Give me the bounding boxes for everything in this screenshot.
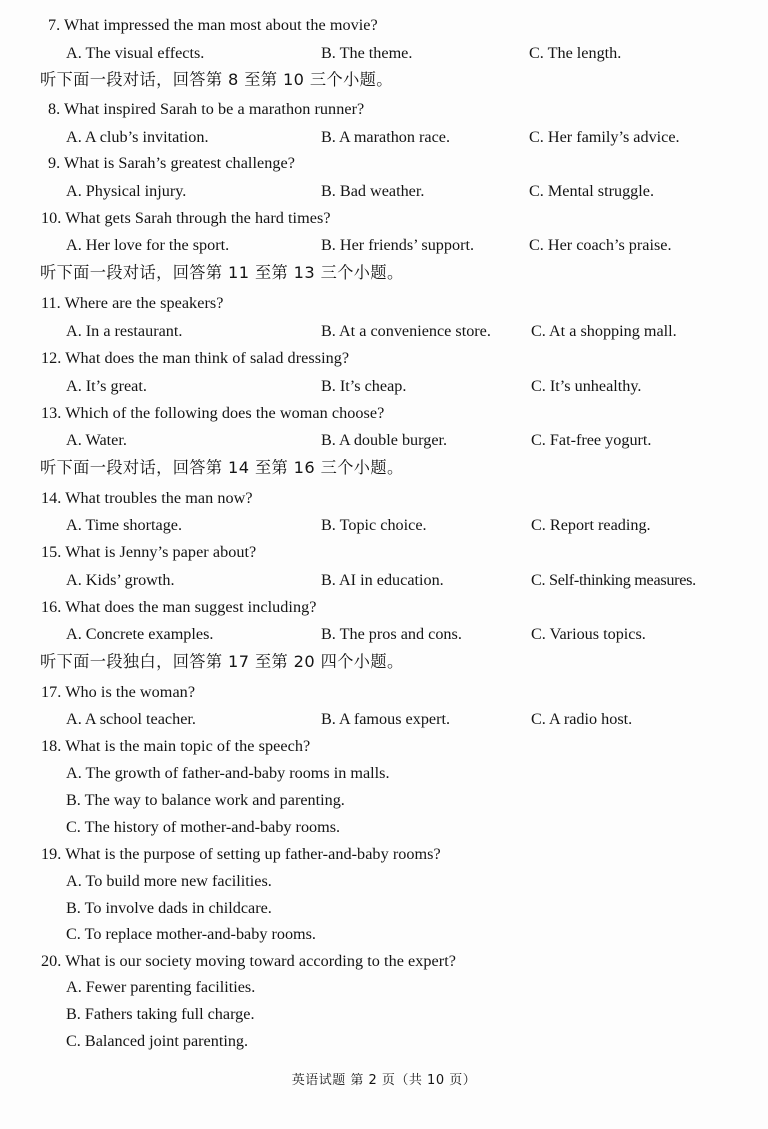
q19-option-c: C. To replace mother-and-baby rooms. <box>66 925 316 943</box>
q13-option-b: B. A double burger. <box>321 431 448 449</box>
q18-option-c: C. The history of mother-and-baby rooms. <box>66 818 341 836</box>
q16-option-b: B. The pros and cons. <box>321 625 462 643</box>
question-14: 14. What troubles the man now? <box>41 489 253 507</box>
q7-option-c: C. The length. <box>529 44 622 62</box>
question-19: 19. What is the purpose of setting up father-and-baby rooms? <box>41 845 441 863</box>
q15-option-a: A. Kids’ growth. <box>66 571 175 589</box>
question-12: 12. What does the man think of salad dressing? <box>41 349 350 367</box>
q20-option-a: A. Fewer parenting facilities. <box>66 978 256 996</box>
q19-option-a: A. To build more new facilities. <box>66 872 272 890</box>
q17-option-b: B. A famous expert. <box>321 710 451 728</box>
q16-option-a: A. Concrete examples. <box>66 625 214 643</box>
question-8: 8. What inspired Sarah to be a marathon runner? <box>48 100 365 118</box>
section-instruction-17-20: 听下面一段独白，回答第 17 至第 20 四个小题。 <box>40 652 404 671</box>
question-18: 18. What is the main topic of the speech? <box>41 737 311 755</box>
question-15: 15. What is Jenny’s paper about? <box>41 543 257 561</box>
q9-option-a: A. Physical injury. <box>66 182 187 200</box>
q15-option-c: C. Self-thinking measures. <box>531 571 696 589</box>
section-instruction-11-13: 听下面一段对话，回答第 11 至第 13 三个小题。 <box>40 263 404 282</box>
question-13: 13. Which of the following does the woman choose? <box>41 404 385 422</box>
q20-option-b: B. Fathers taking full charge. <box>66 1005 255 1023</box>
q14-option-c: C. Report reading. <box>531 516 651 534</box>
q9-option-c: C. Mental struggle. <box>529 182 654 200</box>
q11-option-a: A. In a restaurant. <box>66 322 183 340</box>
q16-option-c: C. Various topics. <box>531 625 646 643</box>
q17-option-a: A. A school teacher. <box>66 710 196 728</box>
section-instruction-8-10: 听下面一段对话，回答第 8 至第 10 三个小题。 <box>40 70 393 89</box>
q13-option-c: C. Fat-free yogurt. <box>531 431 652 449</box>
q12-option-c: C. It’s unhealthy. <box>531 377 642 395</box>
question-11: 11. Where are the speakers? <box>41 294 224 312</box>
q18-option-b: B. The way to balance work and parenting. <box>66 791 345 809</box>
q13-option-a: A. Water. <box>66 431 127 449</box>
q20-option-c: C. Balanced joint parenting. <box>66 1032 249 1050</box>
question-16: 16. What does the man suggest including? <box>41 598 317 616</box>
q12-option-b: B. It’s cheap. <box>321 377 407 395</box>
question-20: 20. What is our society moving toward according to the expert? <box>41 952 457 970</box>
q15-option-b: B. AI in education. <box>321 571 444 589</box>
q10-option-c: C. Her coach’s praise. <box>529 236 672 254</box>
q12-option-a: A. It’s great. <box>66 377 147 395</box>
question-9: 9. What is Sarah’s greatest challenge? <box>48 154 296 172</box>
q7-option-b: B. The theme. <box>321 44 413 62</box>
q10-option-a: A. Her love for the sport. <box>66 236 230 254</box>
q11-option-c: C. At a shopping mall. <box>531 322 677 340</box>
q14-option-b: B. Topic choice. <box>321 516 427 534</box>
q7-option-a: A. The visual effects. <box>66 44 205 62</box>
q10-option-b: B. Her friends’ support. <box>321 236 474 254</box>
q11-option-b: B. At a convenience store. <box>321 322 491 340</box>
q8-option-a: A. A club’s invitation. <box>66 128 209 146</box>
q8-option-b: B. A marathon race. <box>321 128 451 146</box>
q19-option-b: B. To involve dads in childcare. <box>66 899 272 917</box>
section-instruction-14-16: 听下面一段对话，回答第 14 至第 16 三个小题。 <box>40 458 404 477</box>
question-10: 10. What gets Sarah through the hard times? <box>41 209 331 227</box>
question-17: 17. Who is the woman? <box>41 683 196 701</box>
q8-option-c: C. Her family’s advice. <box>529 128 680 146</box>
q9-option-b: B. Bad weather. <box>321 182 425 200</box>
q14-option-a: A. Time shortage. <box>66 516 183 534</box>
question-7: 7. What impressed the man most about the movie? <box>48 16 378 34</box>
q17-option-c: C. A radio host. <box>531 710 633 728</box>
q18-option-a: A. The growth of father-and-baby rooms in malls. <box>66 764 390 782</box>
page-footer: 英语试题 第 2 页（共 10 页） <box>291 1073 477 1088</box>
